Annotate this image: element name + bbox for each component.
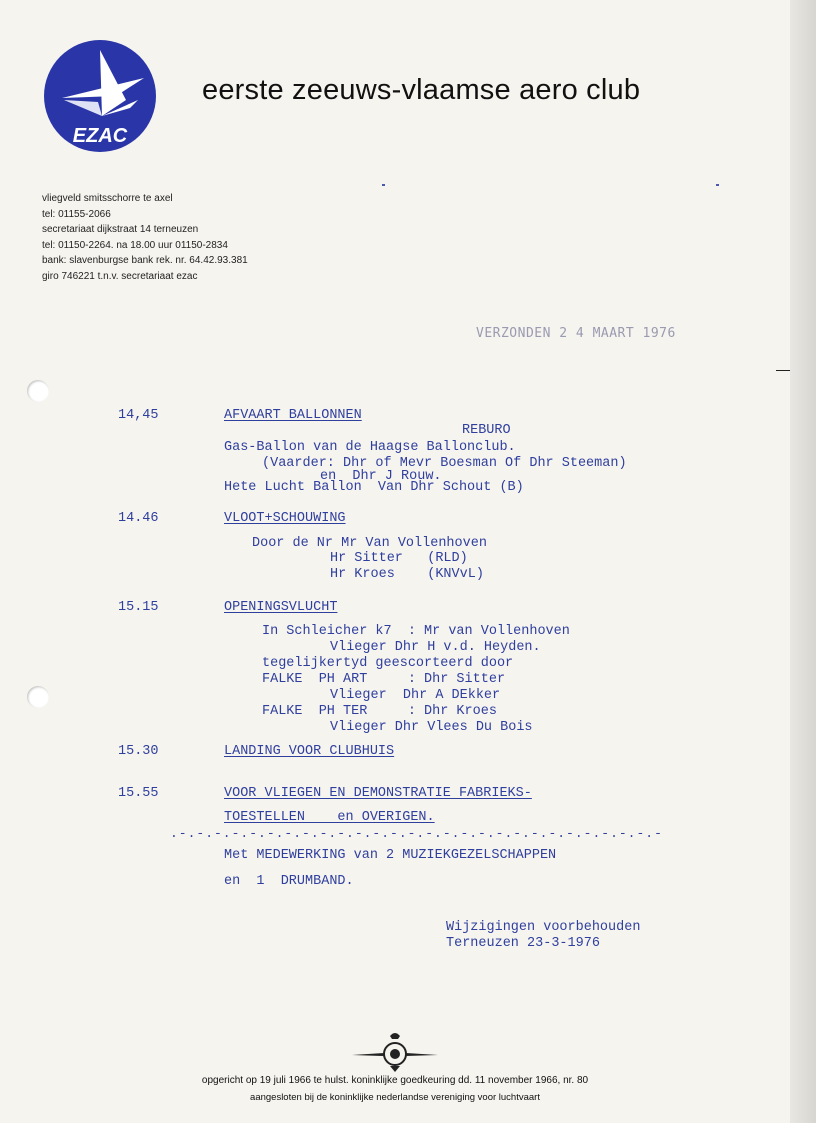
- program-time: 14,45: [118, 408, 159, 423]
- program-line: TOESTELLEN en OVERIGEN.: [224, 810, 435, 825]
- address-line: bank: slavenburgse bank rek. nr. 64.42.93.381: [42, 255, 248, 267]
- punch-hole: [27, 686, 49, 708]
- signature-line: Wijzigingen voorbehouden: [446, 920, 641, 935]
- program-line: (Vaarder: Dhr of Mevr Boesman Of Dhr Steeman): [262, 456, 627, 471]
- closing-line: en 1 DRUMBAND.: [224, 874, 354, 889]
- program-line: Hete Lucht Ballon Van Dhr Schout (B): [224, 480, 524, 495]
- fold-mark: [716, 184, 719, 186]
- sent-stamp: VERZONDEN 2 4 MAART 1976: [476, 326, 676, 341]
- program-time: 15.15: [118, 600, 159, 615]
- punch-hole: [27, 380, 49, 402]
- program-title: LANDING VOOR CLUBHUIS: [224, 744, 395, 759]
- program-time: 15.55: [118, 786, 159, 801]
- fold-mark: [382, 184, 385, 186]
- fold-line: [776, 370, 790, 371]
- program-line: Vlieger Dhr H v.d. Heyden.: [330, 640, 541, 655]
- address-block: [42, 191, 248, 285]
- address-line: vliegveld smitsschorre te axel: [42, 193, 173, 204]
- program-line: en Dhr J Rouw.: [320, 469, 442, 484]
- program-line: In Schleicher k7 : Mr van Vollenhoven: [262, 624, 570, 639]
- separator-line: .-.-.-.-.-.-.-.-.-.-.-.-.-.-.-.-.-.-.-.-.-.-.-.-.-.-.-.-: [170, 826, 663, 841]
- program-time: 14.46: [118, 511, 159, 526]
- knvvl-emblem-icon: [350, 1030, 440, 1074]
- program-title: AFVAART BALLONNEN: [224, 408, 362, 423]
- program-line: REBURO: [462, 423, 511, 438]
- address-line: giro 746221 t.n.v. secretariaat ezac: [42, 270, 198, 282]
- program-line: Vlieger Dhr Vlees Du Bois: [330, 720, 533, 735]
- club-name: eerste zeeuws-vlaamse aero club: [202, 74, 641, 106]
- logo-text: EZAC: [72, 125, 128, 147]
- program-title: VOOR VLIEGEN EN DEMONSTRATIE FABRIEKS-: [224, 786, 532, 801]
- program-line: Door de Nr Mr Van Vollenhoven: [252, 536, 487, 551]
- signature-line: Terneuzen 23-3-1976: [446, 936, 600, 951]
- program-line: tegelijkertyd geescorteerd door: [262, 656, 514, 671]
- program-line: Hr Kroes (KNVvL): [330, 567, 484, 582]
- page-edge: [790, 0, 816, 1123]
- address-line: tel: 01150-2264. na 18.00 uur 01150-2834: [42, 239, 228, 251]
- address-line: tel: 01155-2066: [42, 208, 111, 220]
- program-time: 15.30: [118, 744, 159, 759]
- program-line: Hr Sitter (RLD): [330, 551, 468, 566]
- program-title: VLOOT+SCHOUWING: [224, 511, 346, 526]
- program-line: Gas-Ballon van de Haagse Ballonclub.: [224, 440, 516, 455]
- footer-founded: opgericht op 19 juli 1966 te hulst. koninklijke goedkeuring dd. 11 november 1966, nr. 80: [201, 1075, 589, 1086]
- program-line: FALKE PH ART : Dhr Sitter: [262, 672, 506, 687]
- program-line: Vlieger Dhr A DEkker: [330, 688, 501, 703]
- footer-affiliation: aangesloten bij de koninklijke nederlandse vereniging voor luchtvaart: [250, 1092, 540, 1103]
- program-title: OPENINGSVLUCHT: [224, 600, 338, 615]
- ezac-logo: [42, 38, 158, 154]
- address-line: secretariaat dijkstraat 14 terneuzen: [42, 224, 199, 236]
- program-line: FALKE PH TER : Dhr Kroes: [262, 704, 497, 719]
- closing-line: Met MEDEWERKING van 2 MUZIEKGEZELSCHAPPEN: [224, 848, 557, 863]
